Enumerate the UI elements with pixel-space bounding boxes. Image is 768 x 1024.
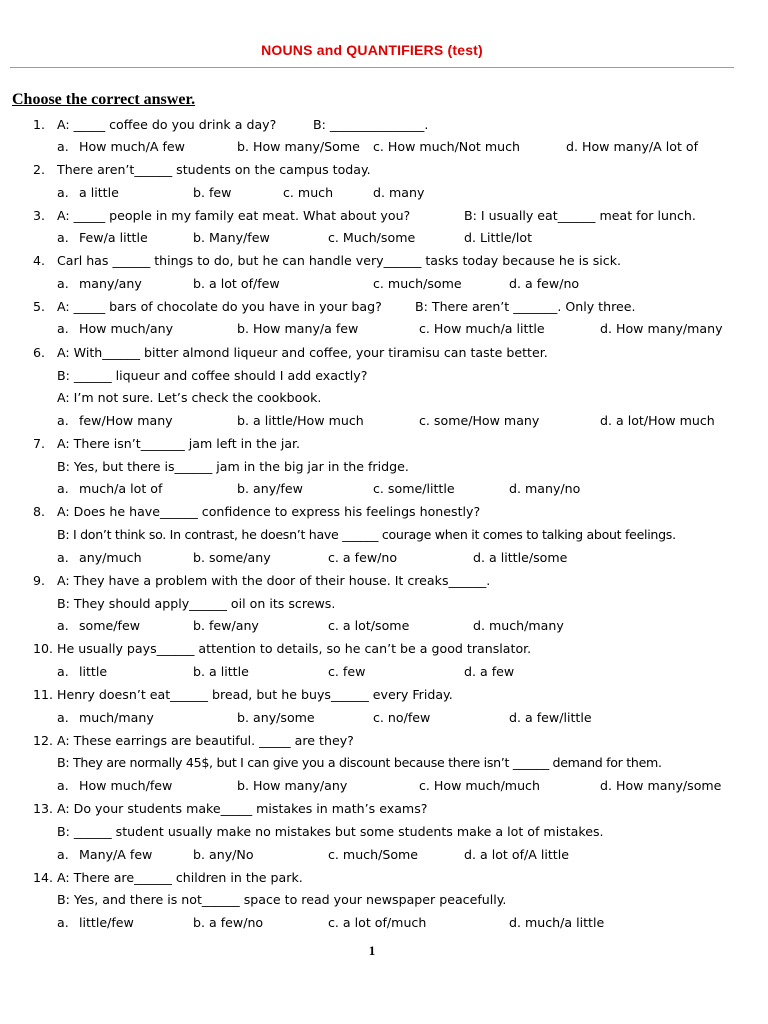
question-number: 9. bbox=[33, 573, 46, 588]
option-c[interactable]: c. How much/much bbox=[419, 778, 540, 793]
option-a-letter: a. bbox=[57, 276, 69, 291]
question-text: B: They are normally 45$, but I can give you a discount because there isn’t ______ demand for them. bbox=[57, 755, 662, 770]
option-b[interactable]: b. some/any bbox=[193, 550, 271, 565]
option-b[interactable]: b. How many/a few bbox=[237, 321, 359, 336]
question-text: B: I don’t think so. In contrast, he doesn’t have ______ courage when it comes to talking about feelings. bbox=[57, 527, 676, 542]
question-number: 8. bbox=[33, 504, 46, 519]
question-number: 12. bbox=[33, 733, 54, 748]
option-d[interactable]: d. a lot of/A little bbox=[464, 847, 569, 862]
option-c[interactable]: c. few bbox=[328, 664, 366, 679]
question-text-part-b: B: _______________. bbox=[313, 117, 429, 132]
option-c[interactable]: c. much bbox=[283, 185, 334, 200]
option-c[interactable]: c. a few/no bbox=[328, 550, 398, 565]
option-b[interactable]: b. few/any bbox=[193, 618, 259, 633]
option-d[interactable]: d. a little/some bbox=[473, 550, 568, 565]
option-c[interactable]: c. no/few bbox=[373, 710, 431, 725]
question-text: A: With______ bitter almond liqueur and coffee, your tiramisu can taste better. bbox=[57, 345, 548, 360]
question-text: B: Yes, and there is not______ space to read your newspaper peacefully. bbox=[57, 892, 507, 907]
option-a[interactable]: Many/A few bbox=[79, 847, 153, 862]
option-b[interactable]: b. a little/How much bbox=[237, 413, 364, 428]
option-b[interactable]: b. any/few bbox=[237, 481, 303, 496]
question-text: Carl has ______ things to do, but he can handle very______ tasks today because he is sick. bbox=[57, 253, 622, 268]
option-a[interactable]: How much/few bbox=[79, 778, 173, 793]
option-d[interactable]: d. many/no bbox=[509, 481, 581, 496]
option-c[interactable]: c. much/some bbox=[373, 276, 462, 291]
option-d[interactable]: d. How many/many bbox=[600, 321, 723, 336]
question-text: He usually pays______ attention to details, so he can’t be a good translator. bbox=[57, 641, 532, 656]
question-number: 6. bbox=[33, 345, 46, 360]
option-d[interactable]: d. a lot/How much bbox=[600, 413, 715, 428]
option-c[interactable]: c. How much/Not much bbox=[373, 139, 521, 154]
question-number: 5. bbox=[33, 299, 46, 314]
question-text: A: _____ coffee do you drink a day? bbox=[57, 117, 277, 132]
question-text-part-b: B: There aren’t _______. Only three. bbox=[415, 299, 636, 314]
option-c[interactable]: c. much/Some bbox=[328, 847, 419, 862]
option-b[interactable]: b. How many/Some bbox=[237, 139, 360, 154]
page-title: NOUNS and QUANTIFIERS (test) bbox=[261, 42, 483, 58]
question-number: 1. bbox=[33, 117, 46, 132]
question-number: 3. bbox=[33, 208, 46, 223]
option-a-letter: a. bbox=[57, 413, 69, 428]
option-c[interactable]: c. How much/a little bbox=[419, 321, 545, 336]
option-c[interactable]: c. a lot/some bbox=[328, 618, 410, 633]
option-a-letter: a. bbox=[57, 139, 69, 154]
instructions-heading: Choose the correct answer. bbox=[12, 91, 196, 108]
question-number: 7. bbox=[33, 436, 46, 451]
title-divider bbox=[10, 67, 734, 68]
question-text: B: ______ student usually make no mistakes but some students make a lot of mistakes. bbox=[57, 824, 604, 839]
question-text-part-b: B: I usually eat______ meat for lunch. bbox=[464, 208, 696, 223]
question-text: B: They should apply______ oil on its screws. bbox=[57, 596, 336, 611]
option-d[interactable]: d. How many/some bbox=[600, 778, 722, 793]
option-a-letter: a. bbox=[57, 481, 69, 496]
option-b[interactable]: b. a few/no bbox=[193, 915, 264, 930]
option-b[interactable]: b. How many/any bbox=[237, 778, 348, 793]
option-b[interactable]: b. any/No bbox=[193, 847, 254, 862]
question-text: B: ______ liqueur and coffee should I add exactly? bbox=[57, 368, 368, 383]
question-text: A: _____ people in my family eat meat. What about you? bbox=[57, 208, 411, 223]
option-a[interactable]: some/few bbox=[79, 618, 141, 633]
option-a[interactable]: any/much bbox=[79, 550, 142, 565]
option-b[interactable]: b. a lot of/few bbox=[193, 276, 280, 291]
option-d[interactable]: d. a few/no bbox=[509, 276, 580, 291]
question-text: A: There isn’t_______ jam left in the jar. bbox=[57, 436, 301, 451]
option-a[interactable]: Few/a little bbox=[79, 230, 148, 245]
option-a-letter: a. bbox=[57, 847, 69, 862]
option-a-letter: a. bbox=[57, 778, 69, 793]
option-c[interactable]: c. a lot of/much bbox=[328, 915, 427, 930]
option-a[interactable]: much/many bbox=[79, 710, 154, 725]
option-c[interactable]: c. some/How many bbox=[419, 413, 540, 428]
question-text: A: I’m not sure. Let’s check the cookbook. bbox=[57, 390, 322, 405]
question-number: 2. bbox=[33, 162, 46, 177]
option-d[interactable]: d. Little/lot bbox=[464, 230, 533, 245]
question-number: 11. bbox=[33, 687, 54, 702]
option-d[interactable]: d. a few bbox=[464, 664, 515, 679]
question-text: A: Does he have______ confidence to express his feelings honestly? bbox=[57, 504, 481, 519]
question-text: Henry doesn’t eat______ bread, but he buys______ every Friday. bbox=[57, 687, 453, 702]
option-a-letter: a. bbox=[57, 321, 69, 336]
option-d[interactable]: d. a few/little bbox=[509, 710, 592, 725]
question-number: 13. bbox=[33, 801, 54, 816]
option-a-letter: a. bbox=[57, 230, 69, 245]
question-text: B: Yes, but there is______ jam in the big jar in the fridge. bbox=[57, 459, 409, 474]
option-a-letter: a. bbox=[57, 915, 69, 930]
option-b[interactable]: b. a little bbox=[193, 664, 249, 679]
question-text: A: Do your students make_____ mistakes in math’s exams? bbox=[57, 801, 428, 816]
option-a-letter: a. bbox=[57, 710, 69, 725]
option-a-letter: a. bbox=[57, 185, 69, 200]
question-text: A: They have a problem with the door of their house. It creaks______. bbox=[57, 573, 491, 588]
option-a-letter: a. bbox=[57, 618, 69, 633]
option-a[interactable]: many/any bbox=[79, 276, 142, 291]
option-c[interactable]: c. Much/some bbox=[328, 230, 416, 245]
option-a[interactable]: little/few bbox=[79, 915, 134, 930]
option-b[interactable]: b. few bbox=[193, 185, 232, 200]
question-text: A: _____ bars of chocolate do you have in your bag? bbox=[57, 299, 382, 314]
option-c[interactable]: c. some/little bbox=[373, 481, 455, 496]
option-a[interactable]: much/a lot of bbox=[79, 481, 163, 496]
option-a[interactable]: How much/A few bbox=[79, 139, 185, 154]
question-number: 10. bbox=[33, 641, 54, 656]
question-text: There aren’t______ students on the campus today. bbox=[57, 162, 371, 177]
option-d[interactable]: d. much/many bbox=[473, 618, 564, 633]
option-a[interactable]: little bbox=[79, 664, 108, 679]
option-a[interactable]: a little bbox=[79, 185, 119, 200]
question-number: 4. bbox=[33, 253, 46, 268]
question-number: 14. bbox=[33, 870, 54, 885]
option-a-letter: a. bbox=[57, 550, 69, 565]
option-a[interactable]: few/How many bbox=[79, 413, 173, 428]
option-a[interactable]: How much/any bbox=[79, 321, 174, 336]
option-d[interactable]: d. many bbox=[373, 185, 425, 200]
option-d[interactable]: d. much/a little bbox=[509, 915, 605, 930]
question-text: A: These earrings are beautiful. _____ are they? bbox=[57, 733, 354, 748]
option-b[interactable]: b. Many/few bbox=[193, 230, 270, 245]
option-a-letter: a. bbox=[57, 664, 69, 679]
page-number: 1 bbox=[368, 943, 376, 958]
option-b[interactable]: b. any/some bbox=[237, 710, 315, 725]
option-d[interactable]: d. How many/A lot of bbox=[566, 139, 699, 154]
question-text: A: There are______ children in the park. bbox=[57, 870, 303, 885]
